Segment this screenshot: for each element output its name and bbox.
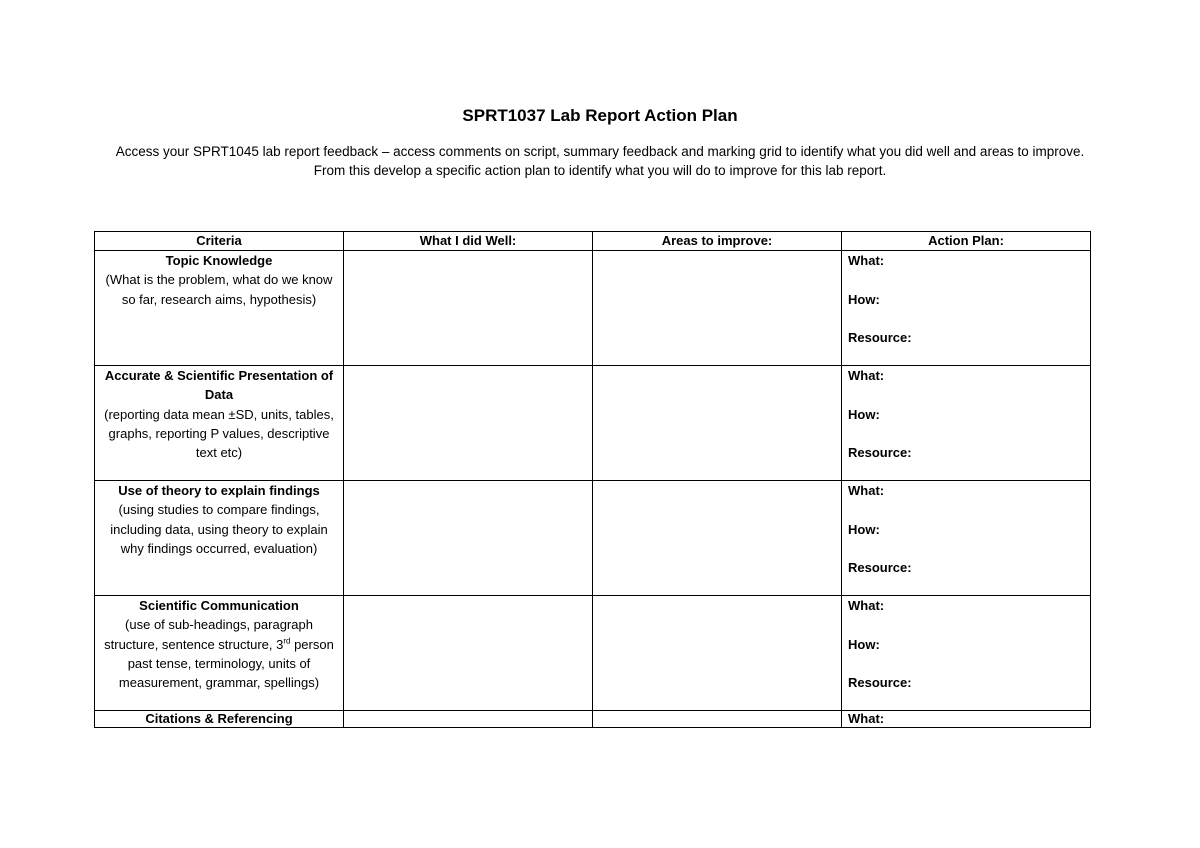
areas-to-improve-cell[interactable]: [593, 711, 842, 728]
criteria-cell: [95, 251, 344, 366]
header-action-plan: Action Plan:: [842, 232, 1091, 251]
table-row: [95, 481, 1091, 596]
plan-what-label: What:: [848, 598, 885, 613]
action-plan-table: [94, 231, 1091, 728]
criteria-title: Scientific Communication: [139, 598, 299, 613]
document-intro: Access your SPRT1045 lab report feedback – access comments on script, summary feedback and marking grid to identify what you did well and areas to improve. From this develop a specific action plan to identify what you will do to improve for this lab report.: [115, 144, 1085, 178]
criteria-title: Citations & Referencing: [145, 711, 293, 726]
did-well-cell[interactable]: [344, 711, 593, 728]
plan-resource-label: Resource:: [848, 675, 912, 691]
table-header-row: [95, 232, 1091, 251]
criteria-description: (What is the problem, what do we know so far, research aims, hypothesis): [105, 272, 333, 307]
plan-how-label: How:: [848, 521, 880, 537]
ordinal-superscript: rd: [283, 636, 291, 646]
criteria-description: (using studies to compare findings, including data, using theory to explain why findings occurred, evaluation): [110, 502, 328, 556]
criteria-title: Use of theory to explain findings: [118, 483, 320, 498]
table-row: [95, 366, 1091, 481]
areas-to-improve-cell[interactable]: [593, 596, 842, 711]
plan-resource-label: Resource:: [848, 560, 912, 576]
did-well-cell[interactable]: [344, 366, 593, 481]
criteria-cell: [95, 481, 344, 596]
plan-how-label: How:: [848, 406, 880, 422]
criteria-description-part: (use of sub-headings, paragraph structure, sentence structure, 3: [104, 617, 313, 652]
action-plan-cell[interactable]: [842, 711, 1091, 728]
action-plan-cell[interactable]: [842, 481, 1091, 596]
plan-what-label: What:: [848, 711, 885, 726]
did-well-cell[interactable]: [344, 481, 593, 596]
table-row: [95, 711, 1091, 728]
criteria-cell: [95, 596, 344, 711]
areas-to-improve-cell[interactable]: [593, 251, 842, 366]
criteria-description-part: person past tense, terminology, units of measurement, grammar, spellings): [118, 636, 334, 691]
did-well-cell[interactable]: [344, 251, 593, 366]
header-what-did-well: What I did Well:: [344, 232, 593, 251]
plan-resource-label: Resource:: [848, 445, 912, 461]
plan-what-label: What:: [848, 253, 885, 268]
areas-to-improve-cell[interactable]: [593, 481, 842, 596]
header-areas-to-improve: Areas to improve:: [593, 232, 842, 251]
areas-to-improve-cell[interactable]: [593, 366, 842, 481]
document-title: SPRT1037 Lab Report Action Plan: [462, 106, 738, 125]
criteria-description: [101, 615, 337, 692]
plan-how-label: How:: [848, 636, 880, 652]
criteria-description: (reporting data mean ±SD, units, tables, graphs, reporting P values, descriptive text etc): [104, 406, 334, 461]
plan-how-label: How:: [848, 291, 880, 307]
table-row: [95, 251, 1091, 366]
criteria-title: Accurate & Scientific Presentation of Data: [104, 368, 334, 403]
action-plan-cell[interactable]: [842, 596, 1091, 711]
plan-resource-label: Resource:: [848, 330, 912, 346]
header-criteria: Criteria: [95, 232, 344, 251]
action-plan-cell[interactable]: [842, 366, 1091, 481]
plan-what-label: What:: [848, 483, 885, 498]
criteria-cell: [95, 366, 344, 481]
plan-what-label: What:: [848, 368, 885, 383]
table-row: [95, 596, 1091, 711]
criteria-cell: [95, 711, 344, 728]
criteria-title: Topic Knowledge: [165, 253, 273, 268]
did-well-cell[interactable]: [344, 596, 593, 711]
action-plan-cell[interactable]: [842, 251, 1091, 366]
